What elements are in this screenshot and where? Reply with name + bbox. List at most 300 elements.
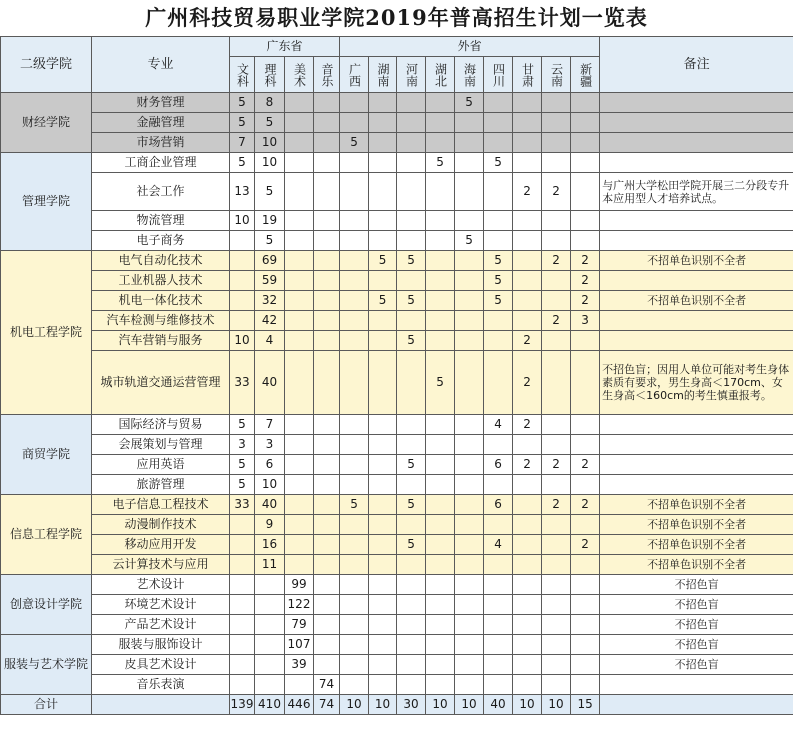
quota-cell: 5 <box>255 113 285 133</box>
quota-cell <box>314 311 340 331</box>
quota-cell: 10 <box>255 153 285 173</box>
quota-cell: 5 <box>455 93 484 113</box>
quota-cell <box>542 351 571 415</box>
quota-cell <box>314 271 340 291</box>
quota-cell <box>426 635 455 655</box>
quota-cell <box>285 173 314 211</box>
remark-cell <box>600 415 793 435</box>
total-cell: 15 <box>571 695 600 715</box>
quota-cell <box>230 595 255 615</box>
quota-cell <box>340 331 369 351</box>
quota-cell <box>340 435 369 455</box>
quota-cell <box>314 515 340 535</box>
quota-cell: 99 <box>285 575 314 595</box>
remark-cell <box>600 311 793 331</box>
quota-cell <box>230 675 255 695</box>
total-cell: 74 <box>314 695 340 715</box>
quota-cell <box>285 153 314 173</box>
quota-cell <box>340 675 369 695</box>
quota-cell <box>340 475 369 495</box>
quota-cell <box>571 153 600 173</box>
quota-cell <box>455 495 484 515</box>
quota-cell <box>542 435 571 455</box>
quota-cell: 6 <box>484 495 513 515</box>
quota-cell <box>455 291 484 311</box>
quota-cell: 8 <box>255 93 285 113</box>
quota-cell <box>340 113 369 133</box>
quota-cell: 2 <box>542 495 571 515</box>
quota-cell <box>426 655 455 675</box>
total-cell: 30 <box>397 695 426 715</box>
header-col-12: 新疆 <box>571 57 600 93</box>
quota-cell <box>542 475 571 495</box>
quota-cell <box>314 351 340 415</box>
quota-cell <box>571 635 600 655</box>
quota-cell: 5 <box>255 173 285 211</box>
quota-cell <box>369 113 397 133</box>
quota-cell: 5 <box>397 495 426 515</box>
quota-cell <box>397 435 426 455</box>
remark-cell <box>600 93 793 113</box>
quota-cell: 5 <box>426 153 455 173</box>
quota-cell <box>426 575 455 595</box>
quota-cell <box>314 93 340 113</box>
quota-cell <box>542 291 571 311</box>
quota-cell <box>285 271 314 291</box>
enrollment-plan-table <box>0 36 793 715</box>
college-name: 管理学院 <box>1 153 92 251</box>
quota-cell <box>455 351 484 415</box>
quota-cell <box>542 555 571 575</box>
quota-cell <box>571 675 600 695</box>
header-remark: 备注 <box>600 37 793 93</box>
quota-cell <box>455 515 484 535</box>
table-row <box>1 595 793 615</box>
major-name: 艺术设计 <box>92 575 230 595</box>
quota-cell <box>513 595 542 615</box>
quota-cell <box>513 635 542 655</box>
table-row <box>1 615 793 635</box>
remark-cell: 不招色盲 <box>600 655 793 675</box>
quota-cell <box>285 311 314 331</box>
quota-cell: 5 <box>484 291 513 311</box>
major-name: 旅游管理 <box>92 475 230 495</box>
major-name: 服装与服饰设计 <box>92 635 230 655</box>
table-row <box>1 113 793 133</box>
quota-cell <box>340 173 369 211</box>
quota-cell <box>542 113 571 133</box>
header-col-6: 河南 <box>397 57 426 93</box>
quota-cell <box>455 615 484 635</box>
table-row <box>1 435 793 455</box>
quota-cell <box>314 555 340 575</box>
quota-cell <box>484 675 513 695</box>
remark-cell <box>600 153 793 173</box>
quota-cell <box>255 615 285 635</box>
quota-cell <box>230 575 255 595</box>
quota-cell <box>455 415 484 435</box>
table-row <box>1 173 793 211</box>
quota-cell <box>314 435 340 455</box>
quota-cell: 2 <box>571 495 600 515</box>
quota-cell: 2 <box>513 351 542 415</box>
college-name: 商贸学院 <box>1 415 92 495</box>
quota-cell <box>397 351 426 415</box>
quota-cell <box>484 231 513 251</box>
quota-cell: 5 <box>230 415 255 435</box>
total-cell: 446 <box>285 695 314 715</box>
quota-cell <box>397 271 426 291</box>
quota-cell <box>314 133 340 153</box>
quota-cell <box>571 515 600 535</box>
quota-cell <box>285 555 314 575</box>
quota-cell <box>285 331 314 351</box>
quota-cell <box>513 575 542 595</box>
quota-cell <box>426 93 455 113</box>
total-cell: 40 <box>484 695 513 715</box>
quota-cell <box>369 93 397 113</box>
total-cell: 10 <box>455 695 484 715</box>
quota-cell <box>285 435 314 455</box>
quota-cell <box>426 475 455 495</box>
quota-cell <box>542 231 571 251</box>
quota-cell: 5 <box>340 133 369 153</box>
college-name: 创意设计学院 <box>1 575 92 635</box>
quota-cell <box>484 635 513 655</box>
table-row <box>1 575 793 595</box>
quota-cell <box>340 291 369 311</box>
major-name: 移动应用开发 <box>92 535 230 555</box>
quota-cell <box>542 133 571 153</box>
quota-cell <box>314 211 340 231</box>
quota-cell <box>426 515 455 535</box>
quota-cell: 5 <box>484 271 513 291</box>
quota-cell: 5 <box>230 455 255 475</box>
quota-cell <box>397 475 426 495</box>
quota-cell <box>285 211 314 231</box>
quota-cell <box>340 153 369 173</box>
quota-cell <box>484 351 513 415</box>
remark-cell: 不招单色识别不全者 <box>600 495 793 515</box>
quota-cell <box>455 251 484 271</box>
quota-cell <box>426 211 455 231</box>
quota-cell <box>484 615 513 635</box>
table-row <box>1 515 793 535</box>
quota-cell <box>542 675 571 695</box>
quota-cell <box>369 475 397 495</box>
quota-cell <box>285 231 314 251</box>
quota-cell <box>230 535 255 555</box>
quota-cell <box>340 535 369 555</box>
quota-cell <box>340 211 369 231</box>
quota-cell <box>397 133 426 153</box>
major-name: 电子商务 <box>92 231 230 251</box>
quota-cell: 19 <box>255 211 285 231</box>
quota-cell <box>369 535 397 555</box>
quota-cell: 6 <box>255 455 285 475</box>
quota-cell <box>340 555 369 575</box>
quota-cell: 2 <box>542 455 571 475</box>
header-row-1 <box>1 37 793 57</box>
remark-cell <box>600 211 793 231</box>
quota-cell <box>369 435 397 455</box>
quota-cell <box>484 475 513 495</box>
header-col-3: 音乐 <box>314 57 340 93</box>
quota-cell <box>484 655 513 675</box>
quota-cell <box>285 251 314 271</box>
quota-cell: 6 <box>484 455 513 475</box>
quota-cell <box>314 231 340 251</box>
quota-cell <box>340 251 369 271</box>
quota-cell <box>426 555 455 575</box>
quota-cell <box>369 595 397 615</box>
quota-cell <box>340 93 369 113</box>
major-name: 产品艺术设计 <box>92 615 230 635</box>
quota-cell <box>542 415 571 435</box>
major-name: 财务管理 <box>92 93 230 113</box>
quota-cell <box>369 173 397 211</box>
table-row <box>1 133 793 153</box>
quota-cell <box>397 555 426 575</box>
quota-cell <box>314 475 340 495</box>
quota-cell <box>484 311 513 331</box>
quota-cell <box>426 251 455 271</box>
major-name: 会展策划与管理 <box>92 435 230 455</box>
quota-cell <box>426 595 455 615</box>
quota-cell <box>571 93 600 113</box>
quota-cell: 2 <box>571 271 600 291</box>
quota-cell <box>340 271 369 291</box>
quota-cell: 33 <box>230 351 255 415</box>
quota-cell <box>426 455 455 475</box>
quota-cell: 16 <box>255 535 285 555</box>
table-row <box>1 251 793 271</box>
quota-cell <box>542 211 571 231</box>
quota-cell <box>484 331 513 351</box>
quota-cell: 4 <box>484 535 513 555</box>
remark-cell <box>600 113 793 133</box>
quota-cell <box>455 575 484 595</box>
quota-cell <box>340 615 369 635</box>
quota-cell <box>513 655 542 675</box>
quota-cell <box>397 515 426 535</box>
quota-cell: 39 <box>285 655 314 675</box>
total-cell: 410 <box>255 695 285 715</box>
quota-cell <box>397 635 426 655</box>
quota-cell <box>542 535 571 555</box>
quota-cell <box>285 515 314 535</box>
quota-cell <box>397 655 426 675</box>
major-name: 汽车检测与维修技术 <box>92 311 230 331</box>
header-col-2: 美术 <box>285 57 314 93</box>
quota-cell <box>285 415 314 435</box>
quota-cell <box>230 291 255 311</box>
quota-cell: 2 <box>513 331 542 351</box>
page-title: 广州科技贸易职业学院2019年普高招生计划一览表 <box>145 5 648 30</box>
quota-cell <box>571 211 600 231</box>
total-cell: 10 <box>513 695 542 715</box>
quota-cell <box>314 113 340 133</box>
quota-cell <box>369 555 397 575</box>
quota-cell <box>230 231 255 251</box>
quota-cell <box>455 655 484 675</box>
quota-cell <box>513 475 542 495</box>
quota-cell <box>230 515 255 535</box>
quota-cell <box>369 635 397 655</box>
major-name: 音乐表演 <box>92 675 230 695</box>
quota-cell <box>397 575 426 595</box>
quota-cell <box>542 655 571 675</box>
remark-cell <box>600 675 793 695</box>
quota-cell <box>484 173 513 211</box>
quota-cell <box>571 555 600 575</box>
quota-cell <box>513 271 542 291</box>
quota-cell <box>426 495 455 515</box>
quota-cell <box>571 133 600 153</box>
quota-cell <box>426 173 455 211</box>
quota-cell <box>340 351 369 415</box>
quota-cell <box>542 515 571 535</box>
remark-cell <box>600 231 793 251</box>
quota-cell: 74 <box>314 675 340 695</box>
quota-cell: 3 <box>255 435 285 455</box>
quota-cell <box>314 535 340 555</box>
major-name: 物流管理 <box>92 211 230 231</box>
quota-cell: 10 <box>255 475 285 495</box>
quota-cell <box>369 415 397 435</box>
quota-cell <box>426 535 455 555</box>
remark-cell <box>600 435 793 455</box>
quota-cell <box>255 635 285 655</box>
quota-cell <box>369 455 397 475</box>
table-row <box>1 555 793 575</box>
quota-cell <box>230 655 255 675</box>
quota-cell: 11 <box>255 555 285 575</box>
quota-cell <box>314 495 340 515</box>
quota-cell <box>571 331 600 351</box>
quota-cell <box>369 153 397 173</box>
quota-cell: 5 <box>230 153 255 173</box>
quota-cell: 2 <box>571 291 600 311</box>
quota-cell <box>230 271 255 291</box>
quota-cell <box>513 555 542 575</box>
quota-cell <box>455 153 484 173</box>
quota-cell <box>285 113 314 133</box>
quota-cell <box>314 595 340 615</box>
quota-cell: 5 <box>340 495 369 515</box>
quota-cell <box>369 211 397 231</box>
quota-cell <box>397 615 426 635</box>
quota-cell <box>285 93 314 113</box>
quota-cell <box>397 93 426 113</box>
quota-cell <box>397 595 426 615</box>
major-name: 电气自动化技术 <box>92 251 230 271</box>
quota-cell <box>513 311 542 331</box>
quota-cell: 40 <box>255 495 285 515</box>
quota-cell <box>397 675 426 695</box>
remark-cell <box>600 455 793 475</box>
major-name: 市场营销 <box>92 133 230 153</box>
quota-cell <box>397 231 426 251</box>
quota-cell <box>484 93 513 113</box>
remark-cell: 不招单色识别不全者 <box>600 555 793 575</box>
quota-cell <box>369 311 397 331</box>
major-name: 工业机器人技术 <box>92 271 230 291</box>
quota-cell: 33 <box>230 495 255 515</box>
table-row <box>1 495 793 515</box>
remark-cell: 不招单色识别不全者 <box>600 291 793 311</box>
quota-cell <box>314 291 340 311</box>
quota-cell <box>369 575 397 595</box>
total-label: 合计 <box>1 695 92 715</box>
quota-cell <box>542 615 571 635</box>
remark-cell: 不招单色识别不全者 <box>600 515 793 535</box>
quota-cell <box>455 635 484 655</box>
header-col-5: 湖南 <box>369 57 397 93</box>
quota-cell <box>455 455 484 475</box>
quota-cell <box>513 251 542 271</box>
table-row <box>1 211 793 231</box>
quota-cell <box>314 251 340 271</box>
major-name: 环境艺术设计 <box>92 595 230 615</box>
major-name: 金融管理 <box>92 113 230 133</box>
quota-cell: 2 <box>571 535 600 555</box>
quota-cell <box>513 495 542 515</box>
quota-cell <box>542 271 571 291</box>
quota-cell <box>285 535 314 555</box>
quota-cell <box>230 635 255 655</box>
quota-cell <box>340 455 369 475</box>
header-col-9: 四川 <box>484 57 513 93</box>
quota-cell: 5 <box>397 535 426 555</box>
quota-cell <box>571 351 600 415</box>
quota-cell <box>255 575 285 595</box>
quota-cell: 3 <box>571 311 600 331</box>
quota-cell <box>397 415 426 435</box>
table-row <box>1 291 793 311</box>
quota-cell <box>571 575 600 595</box>
quota-cell <box>369 351 397 415</box>
quota-cell <box>484 575 513 595</box>
quota-cell <box>285 351 314 415</box>
quota-cell: 2 <box>542 311 571 331</box>
quota-cell <box>369 231 397 251</box>
table-row <box>1 675 793 695</box>
quota-cell <box>369 515 397 535</box>
header-col-4: 广西 <box>340 57 369 93</box>
quota-cell <box>513 93 542 113</box>
major-name: 应用英语 <box>92 455 230 475</box>
table-row <box>1 351 793 415</box>
quota-cell <box>230 251 255 271</box>
total-row <box>1 695 793 715</box>
quota-cell <box>513 153 542 173</box>
quota-cell <box>340 575 369 595</box>
quota-cell: 5 <box>230 113 255 133</box>
quota-cell: 3 <box>230 435 255 455</box>
quota-cell <box>314 575 340 595</box>
remark-cell: 不招色盲 <box>600 595 793 615</box>
header-col-11: 云南 <box>542 57 571 93</box>
quota-cell: 32 <box>255 291 285 311</box>
quota-cell: 40 <box>255 351 285 415</box>
remark-cell <box>600 271 793 291</box>
quota-cell <box>230 311 255 331</box>
quota-cell <box>426 133 455 153</box>
quota-cell <box>285 495 314 515</box>
quota-cell <box>455 211 484 231</box>
quota-cell <box>571 435 600 455</box>
